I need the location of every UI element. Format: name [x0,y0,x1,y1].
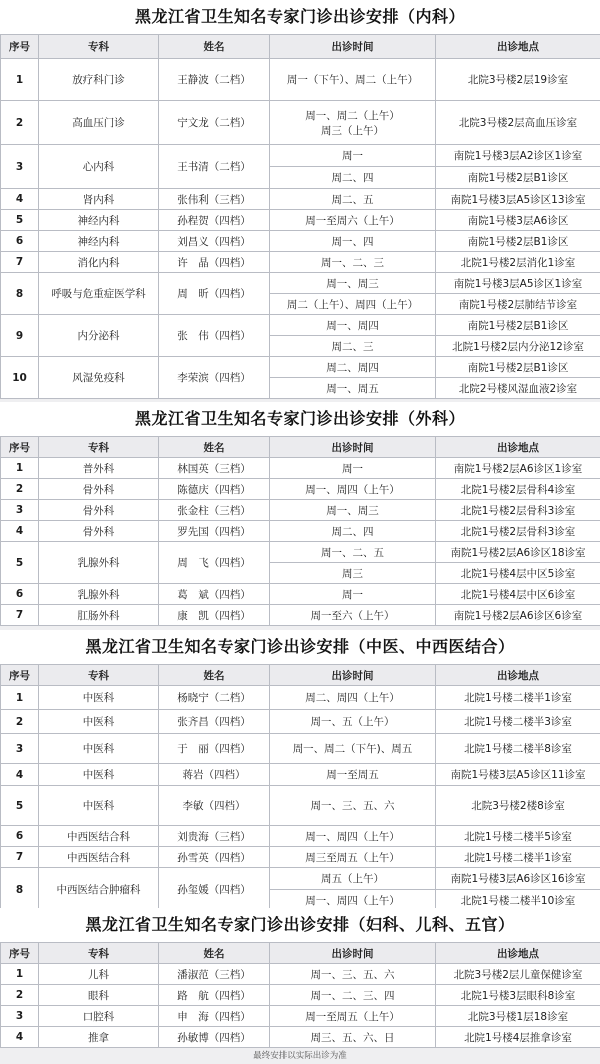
section-title: 黑龙江省卫生知名专家门诊出诊安排（妇科、儿科、五官） [85,915,515,934]
table-row [1,458,600,479]
table-row [1,964,600,985]
department-cell: 中西医结合科 [39,847,159,868]
department-cell: 中医科 [39,786,159,826]
table-row [1,521,600,542]
department-cell: 中医科 [39,764,159,786]
department-cell: 骨外科 [39,500,159,521]
doctor-name-cell: 张 伟（四档） [159,315,270,357]
table-row [1,59,600,101]
header-location: 出诊地点 [436,437,600,458]
clinic-time-cell: 周一、二、五 [270,542,436,563]
department-cell: 乳腺外科 [39,584,159,605]
clinic-location-cell: 南院1号楼2层肺结节诊室 [436,294,600,315]
clinic-time-cell: 周二（上午）、周四（上午） [270,294,436,315]
clinic-location-cell: 南院1号楼3层A5诊区1诊室 [436,273,600,294]
clinic-location-cell: 北院1号楼4层中区6诊室 [436,584,600,605]
row-index: 8 [1,273,39,315]
clinic-location-cell: 北院1号楼4层推拿诊室 [436,1027,600,1048]
row-index: 5 [1,210,39,231]
department-cell: 内分泌科 [39,315,159,357]
clinic-time-cell: 周三 [270,563,436,584]
schedule-table [0,34,600,399]
doctor-name-cell: 李荣滨（四档） [159,357,270,399]
footer-note: 最终安排以实际出诊为准 [0,1048,600,1064]
doctor-name-cell: 申 海（四档） [159,1006,270,1027]
doctor-name-cell: 林国英（三档） [159,458,270,479]
clinic-time-cell: 周一、周四（上午） [270,890,436,912]
table-row [1,189,600,210]
table-header-row [1,437,600,458]
schedule-section [0,0,600,399]
table-row [1,479,600,500]
department-cell: 神经内科 [39,231,159,252]
row-index: 2 [1,101,39,145]
doctor-name-cell: 刘昌义（四档） [159,231,270,252]
section-title: 黑龙江省卫生知名专家门诊出诊安排（内科） [134,7,465,26]
table-row [1,231,600,252]
clinic-time-cell: 周一、周三 [270,273,436,294]
clinic-location-cell: 北院3号楼2层高血压诊室 [436,101,600,145]
doctor-name-cell: 孙程贺（四档） [159,210,270,231]
table-header-row [1,943,600,964]
row-index: 1 [1,686,39,710]
header-location: 出诊地点 [436,943,600,964]
department-cell: 推拿 [39,1027,159,1048]
clinic-time-cell: 周一 [270,458,436,479]
table-row [1,1027,600,1048]
clinic-location-cell: 南院1号楼2层A6诊区1诊室 [436,458,600,479]
schedule-table [0,436,600,626]
row-index: 7 [1,605,39,626]
clinic-time-cell: 周一（下午）、周二（上午） [270,59,436,101]
department-cell: 肛肠外科 [39,605,159,626]
schedule-section [0,908,600,1048]
doctor-name-cell: 张齐昌（四档） [159,710,270,734]
department-cell: 风湿免疫科 [39,357,159,399]
row-index: 3 [1,500,39,521]
row-index: 3 [1,734,39,764]
clinic-time-cell: 周一、周三 [270,500,436,521]
department-cell: 骨外科 [39,521,159,542]
doctor-name-cell: 孙玺媛（四档） [159,868,270,912]
clinic-time-cell: 周一、周二（下午)、周五 [270,734,436,764]
doctor-name-cell: 张金柱（三档） [159,500,270,521]
schedule-section [0,402,600,626]
table-row [1,605,600,626]
table-row [1,252,600,273]
clinic-time-cell: 周二、周四（上午） [270,686,436,710]
table-row [1,686,600,710]
table-row [1,1006,600,1027]
table-row [1,500,600,521]
doctor-name-cell: 李敏（四档） [159,786,270,826]
table-row [1,786,600,826]
clinic-location-cell: 南院1号楼3层A6诊区 [436,210,600,231]
header-location: 出诊地点 [436,35,600,59]
table-row [1,101,600,145]
header-index: 序号 [1,943,39,964]
clinic-location-cell: 北院3号楼2层19诊室 [436,59,600,101]
row-index: 4 [1,521,39,542]
header-name: 姓名 [159,943,270,964]
doctor-name-cell: 许 晶（四档） [159,252,270,273]
clinic-location-cell: 南院1号楼3层A5诊区13诊室 [436,189,600,210]
clinic-time-cell: 周一、五（上午） [270,710,436,734]
table-row [1,542,600,563]
clinic-location-cell: 北院3号楼1层18诊室 [436,1006,600,1027]
clinic-location-cell: 南院1号楼3层A6诊区16诊室 [436,868,600,890]
doctor-name-cell: 杨晓宁（二档） [159,686,270,710]
row-index: 6 [1,231,39,252]
doctor-name-cell: 王书清（二档） [159,145,270,189]
department-cell: 呼吸与危重症医学科 [39,273,159,315]
clinic-time-cell: 周三、五、六、日 [270,1027,436,1048]
row-index: 2 [1,985,39,1006]
department-cell: 乳腺外科 [39,542,159,584]
table-row [1,985,600,1006]
clinic-time-cell: 周一至周五（上午） [270,1006,436,1027]
clinic-time-cell: 周一、周四 [270,315,436,336]
doctor-name-cell: 孙敏博（四档） [159,1027,270,1048]
clinic-time-cell: 周一 [270,145,436,167]
row-index: 5 [1,542,39,584]
department-cell: 中西医结合科 [39,826,159,847]
row-index: 7 [1,847,39,868]
table-row [1,210,600,231]
schedule-table [0,942,600,1048]
clinic-time-cell: 周一至六（上午） [270,605,436,626]
clinic-location-cell: 北院3号楼2层儿童保健诊室 [436,964,600,985]
header-location: 出诊地点 [436,665,600,686]
clinic-location-cell: 北院1号楼二楼半3诊室 [436,710,600,734]
header-index: 序号 [1,665,39,686]
doctor-name-cell: 路 航（四档） [159,985,270,1006]
department-cell: 肾内科 [39,189,159,210]
table-header-row [1,665,600,686]
clinic-location-cell: 南院1号楼2层B1诊区 [436,231,600,252]
doctor-name-cell: 葛 斌（四档） [159,584,270,605]
row-index: 4 [1,189,39,210]
clinic-time-cell: 周一、三、五、六 [270,964,436,985]
row-index: 3 [1,145,39,189]
table-row [1,273,600,294]
header-time: 出诊时间 [270,943,436,964]
department-cell: 口腔科 [39,1006,159,1027]
doctor-name-cell: 宁文龙（二档） [159,101,270,145]
table-row [1,357,600,378]
table-row [1,584,600,605]
department-cell: 普外科 [39,458,159,479]
doctor-name-cell: 康 凯（四档） [159,605,270,626]
clinic-location-cell: 北院1号楼2层骨科4诊室 [436,479,600,500]
clinic-location-cell: 南院1号楼2层A6诊区6诊室 [436,605,600,626]
clinic-location-cell: 北院1号楼二楼半5诊室 [436,826,600,847]
department-cell: 高血压门诊 [39,101,159,145]
department-cell: 中医科 [39,734,159,764]
doctor-name-cell: 刘贵海（三档） [159,826,270,847]
row-index: 4 [1,764,39,786]
clinic-location-cell: 南院1号楼2层B1诊区 [436,357,600,378]
clinic-time-cell: 周五（上午） [270,868,436,890]
row-index: 10 [1,357,39,399]
clinic-location-cell: 北院1号楼2层骨科3诊室 [436,500,600,521]
section-title: 黑龙江省卫生知名专家门诊出诊安排（中医、中西医结合） [85,637,515,656]
row-index: 7 [1,252,39,273]
clinic-location-cell: 南院1号楼3层A2诊区1诊室 [436,145,600,167]
header-name: 姓名 [159,665,270,686]
clinic-location-cell: 北院2号楼风湿血液2诊室 [436,378,600,399]
doctor-name-cell: 孙雪英（四档） [159,847,270,868]
clinic-time-cell: 周三至周五（上午） [270,847,436,868]
clinic-location-cell: 北院1号楼2层消化1诊室 [436,252,600,273]
row-index: 9 [1,315,39,357]
clinic-location-cell: 北院1号楼二楼半10诊室 [436,890,600,912]
table-row [1,847,600,868]
department-cell: 骨外科 [39,479,159,500]
header-department: 专科 [39,437,159,458]
clinic-time-cell: 周一、周二（上午） 周三（上午） [270,101,436,145]
clinic-time-cell: 周二、四 [270,521,436,542]
row-index: 1 [1,458,39,479]
doctor-name-cell: 周 昕（四档） [159,273,270,315]
header-department: 专科 [39,665,159,686]
table-row [1,734,600,764]
row-index: 6 [1,826,39,847]
clinic-location-cell: 北院1号楼2层内分泌12诊室 [436,336,600,357]
clinic-location-cell: 北院1号楼二楼半1诊室 [436,847,600,868]
department-cell: 神经内科 [39,210,159,231]
table-row [1,826,600,847]
row-index: 2 [1,710,39,734]
clinic-location-cell: 南院1号楼2层A6诊区18诊室 [436,542,600,563]
clinic-location-cell: 北院1号楼二楼半1诊室 [436,686,600,710]
clinic-location-cell: 北院1号楼二楼半8诊室 [436,734,600,764]
schedule-table [0,664,600,912]
department-cell: 中医科 [39,686,159,710]
clinic-time-cell: 周一、三、五、六 [270,786,436,826]
doctor-name-cell: 周 飞（四档） [159,542,270,584]
clinic-time-cell: 周一、四 [270,231,436,252]
header-name: 姓名 [159,437,270,458]
row-index: 8 [1,868,39,912]
table-row [1,764,600,786]
header-department: 专科 [39,35,159,59]
table-row [1,710,600,734]
department-cell: 中医科 [39,710,159,734]
doctor-name-cell: 陈德庆（四档） [159,479,270,500]
schedule-section [0,630,600,912]
clinic-time-cell: 周一、二、三 [270,252,436,273]
clinic-time-cell: 周一至周五 [270,764,436,786]
header-time: 出诊时间 [270,35,436,59]
clinic-time-cell: 周一、周五 [270,378,436,399]
table-row [1,868,600,890]
header-time: 出诊时间 [270,437,436,458]
doctor-name-cell: 罗先国（四档） [159,521,270,542]
row-index: 1 [1,964,39,985]
department-cell: 消化内科 [39,252,159,273]
clinic-location-cell: 南院1号楼2层B1诊区 [436,315,600,336]
clinic-time-cell: 周一、二、三、四 [270,985,436,1006]
section-title: 黑龙江省卫生知名专家门诊出诊安排（外科） [134,409,465,428]
header-index: 序号 [1,35,39,59]
department-cell: 中西医结合肿瘤科 [39,868,159,912]
clinic-time-cell: 周二、周四 [270,357,436,378]
doctor-name-cell: 蒋岩（四档） [159,764,270,786]
clinic-time-cell: 周一、周四（上午） [270,479,436,500]
department-cell: 心内科 [39,145,159,189]
department-cell: 儿科 [39,964,159,985]
table-header-row [1,35,600,59]
clinic-time-cell: 周二、五 [270,189,436,210]
clinic-time-cell: 周二、四 [270,167,436,189]
doctor-name-cell: 王静波（二档） [159,59,270,101]
row-index: 5 [1,786,39,826]
row-index: 3 [1,1006,39,1027]
table-row [1,315,600,336]
header-department: 专科 [39,943,159,964]
header-index: 序号 [1,437,39,458]
clinic-location-cell: 南院1号楼3层A5诊区11诊室 [436,764,600,786]
clinic-time-cell: 周一、周四（上午） [270,826,436,847]
clinic-location-cell: 北院1号楼3层眼科8诊室 [436,985,600,1006]
clinic-time-cell: 周一至周六（上午） [270,210,436,231]
clinic-location-cell: 北院3号楼2楼8诊室 [436,786,600,826]
table-row [1,145,600,167]
header-time: 出诊时间 [270,665,436,686]
clinic-location-cell: 北院1号楼4层中区5诊室 [436,563,600,584]
department-cell: 眼科 [39,985,159,1006]
doctor-name-cell: 于 丽（四档） [159,734,270,764]
doctor-name-cell: 潘淑范（三档） [159,964,270,985]
row-index: 4 [1,1027,39,1048]
doctor-name-cell: 张伟利（三档） [159,189,270,210]
department-cell: 放疗科门诊 [39,59,159,101]
header-name: 姓名 [159,35,270,59]
row-index: 2 [1,479,39,500]
clinic-time-cell: 周二、三 [270,336,436,357]
clinic-location-cell: 北院1号楼2层骨科3诊室 [436,521,600,542]
clinic-location-cell: 南院1号楼2层B1诊区 [436,167,600,189]
clinic-time-cell: 周一 [270,584,436,605]
row-index: 1 [1,59,39,101]
row-index: 6 [1,584,39,605]
